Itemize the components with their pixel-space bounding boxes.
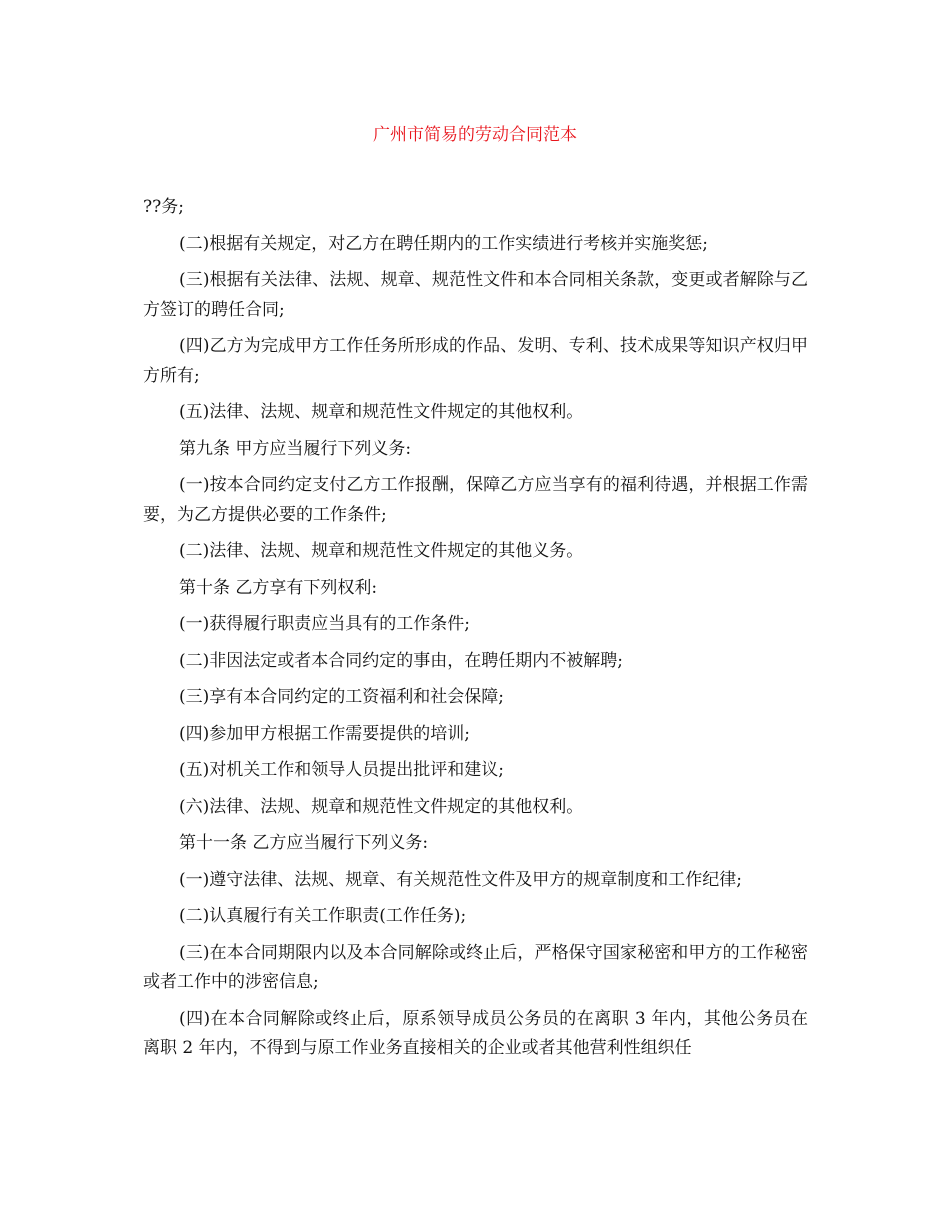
document-title: 广州市简易的劳动合同范本 [373, 125, 577, 145]
article-10-item-4: (四)参加甲方根据工作需要提供的培训; [179, 723, 470, 744]
article-10-heading: 第十条 乙方享有下列权利: [179, 577, 378, 598]
article-11-item-3: (三)在本合同期限内以及本合同解除或终止后，严格保守国家秘密和甲方的工作秘密或者工作中的涉密信息; [143, 942, 808, 992]
article-10-item-2: (二)非因法定或者本合同约定的事由，在聘任期内不被解聘; [179, 650, 623, 671]
article-11-item-2: (二)认真履行有关工作职责(工作任务); [179, 906, 467, 926]
paragraph-item-2: (二)根据有关规定，对乙方在聘任期内的工作实绩进行考核并实施奖惩; [179, 233, 708, 254]
article-10-item-3: (三)享有本合同约定的工资福利和社会保障; [179, 687, 504, 707]
article-11-item-1: (一)遵守法律、法规、规章、有关规范性文件及甲方的规章制度和工作纪律; [179, 869, 742, 890]
paragraph-continuation: ??务; [143, 197, 184, 217]
paragraph-item-5: (五)法律、法规、规章和规范性文件规定的其他权利。 [179, 402, 584, 422]
document-body [143, 193, 808, 1064]
paragraph-item-4: (四)乙方为完成甲方工作任务所形成的作品、发明、专利、技术成果等知识产权归甲方所有; [143, 336, 808, 386]
article-11-heading: 第十一条 乙方应当履行下列义务: [179, 833, 429, 853]
article-10-item-6: (六)法律、法规、规章和规范性文件规定的其他权利。 [179, 796, 584, 817]
article-9-item-2: (二)法律、法规、规章和规范性文件规定的其他义务。 [179, 541, 584, 561]
article-10-item-5: (五)对机关工作和领导人员提出批评和建议; [179, 760, 504, 780]
paragraph-item-3: (三)根据有关法律、法规、规章、规范性文件和本合同相关条款，变更或者解除与乙方签订的聘任合同; [143, 270, 808, 320]
article-11-item-4: (四)在本合同解除或终止后，原系领导成员公务员的在离职 3 年内，其他公务员在离职 2 年内，不得到与原工作业务直接相关的企业或者其他营利性组织任 [143, 1008, 808, 1058]
article-9-item-1: (一)按本合同约定支付乙方工作报酬，保障乙方应当享有的福利待遇，并根据工作需要，为乙方提供必要的工作条件; [143, 475, 808, 525]
article-10-item-1: (一)获得履行职责应当具有的工作条件; [179, 614, 470, 634]
article-9-heading: 第九条 甲方应当履行下列义务: [179, 438, 412, 459]
